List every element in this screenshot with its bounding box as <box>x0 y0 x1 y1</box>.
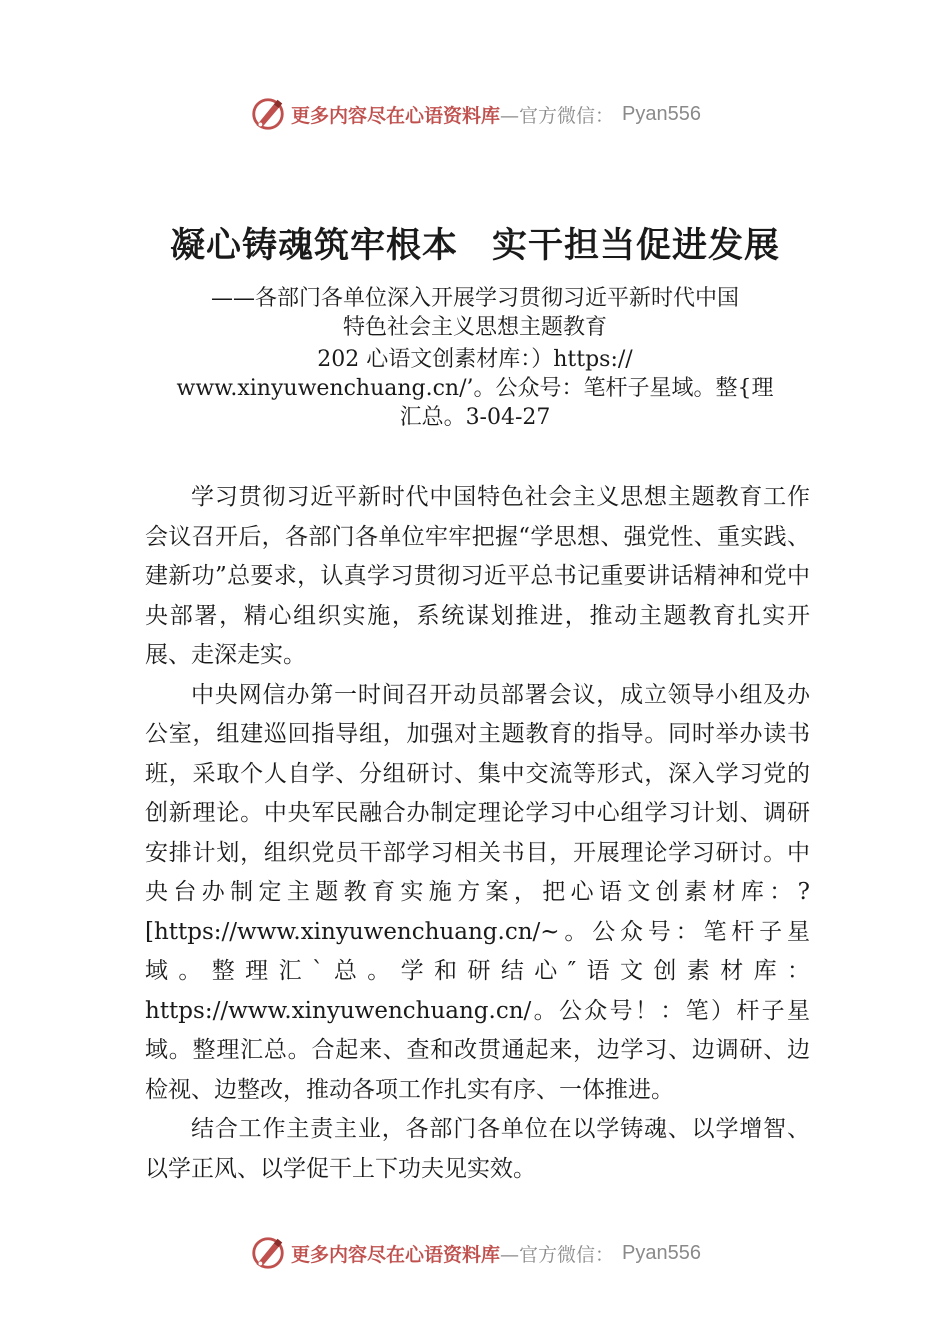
banner-text-id: Pyan556 <box>622 1241 701 1264</box>
source-note-line-3: 汇总。3-04-27 <box>399 405 551 430</box>
page-title <box>0 218 950 268</box>
subtitle <box>150 284 800 342</box>
banner-text-id: Pyan556 <box>622 102 701 125</box>
pen-logo-icon <box>249 95 287 133</box>
header-banner <box>0 94 950 134</box>
source-note-line-2: www.xinyuwenchuang.cn/’。公众号：笔杆子星域。整{理 <box>176 376 774 401</box>
title-right: 实干担当促进发展 <box>492 225 781 266</box>
banner-text-main: 更多内容尽在心语资料库 <box>291 1243 501 1266</box>
subtitle-line-2: 特色社会主义思想主题教育 <box>342 315 607 340</box>
source-note-line-1: 202 心语文创素材库：）https:// <box>317 347 633 372</box>
banner-text-wechat: —官方微信： <box>500 1243 615 1266</box>
footer-banner <box>0 1233 950 1273</box>
subtitle-line-1: ——各部门各单位深入开展学习贯彻习近平新时代中国 <box>210 286 739 311</box>
paragraph-3: 结合工作主责主业，各部门各单位在以学铸魂、以学增智、以学正风、以学促干上下功夫见实效。 <box>145 1116 810 1182</box>
title-left: 凝心铸魂筑牢根本 <box>169 225 458 266</box>
banner-text-wechat: —官方微信： <box>500 104 615 127</box>
pen-logo-icon <box>249 1234 287 1272</box>
article-body <box>145 478 810 1189</box>
paragraph-2: 中央网信办第一时间召开动员部署会议，成立领导小组及办公室，组建巡回指导组，加强对主题教育的指导。同时举办读书班，采取个人自学、分组研讨、集中交流等形式，深入学习党的创新理论。中央军民融合办制定理论学习中心组学习计划、调研安排计划，组织党员干部学习相关书目，开展理论学习研讨。中央台办制定主题教育实施方案，把心语文创素材库：?[https://www.xinyuwenchuang.cn/~。公众号：笔杆子星域。整理汇`总。学和研结心″语文创素材库：https://www.xinyuwenchuang.cn/。公众号！：笔）杆子星域。整理汇总。合起来、查和改贯通起来，边学习、边调研、边检视、边整改，推动各项工作扎实有序、一体推进。 <box>145 681 810 1103</box>
banner-text-main: 更多内容尽在心语资料库 <box>291 104 501 127</box>
paragraph-1: 学习贯彻习近平新时代中国特色社会主义思想主题教育工作会议召开后，各部门各单位牢牢把握“学思想、强党性、重实践、建新功”总要求，认真学习贯彻习近平总书记重要讲话精神和党中央部署，精心组织实施，系统谋划推进，推动主题教育扎实开展、走深走实。 <box>145 484 810 668</box>
source-note <box>150 345 800 432</box>
